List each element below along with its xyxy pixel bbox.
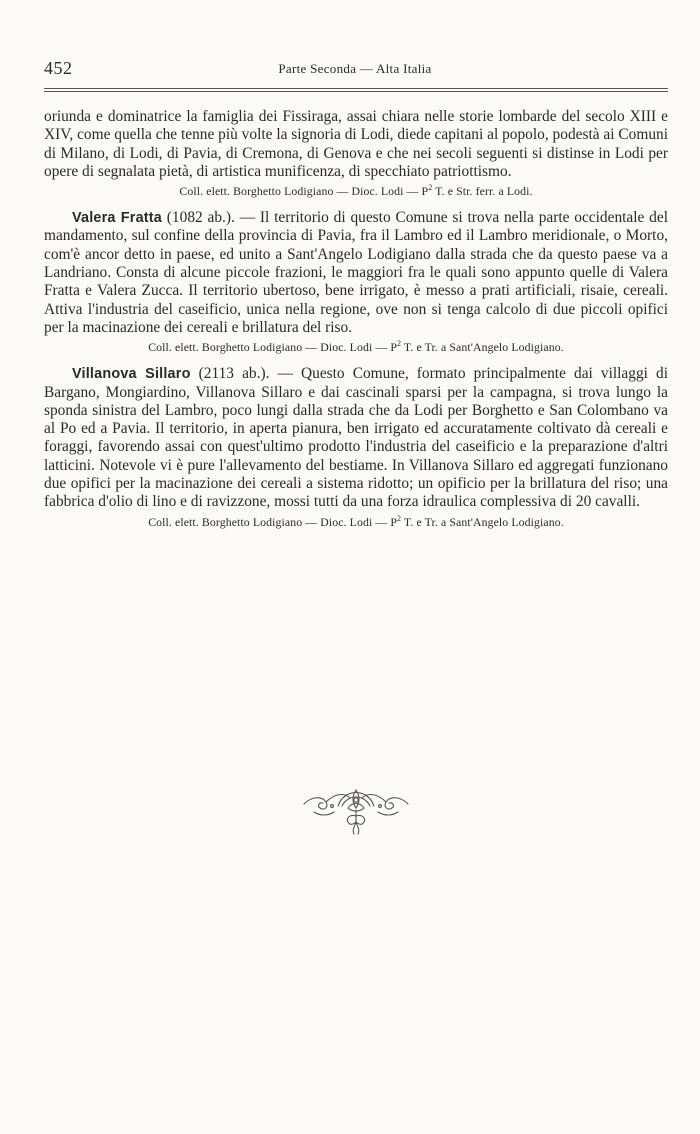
entry-population: (2113 ab.). [198,365,270,383]
entry-note-tail: T. e Tr. a Sant'Angelo Lodigiano. [401,340,564,355]
page-number: 452 [44,58,73,78]
entry-note-lead: Coll. elett. Borghetto Lodigiano — Dioc. Lodi — P [148,514,397,529]
entry-note-tail: T. e Tr. a Sant'Angelo Lodigiano. [401,514,564,529]
page-header [44,58,666,82]
entry-villanova-sillaro [44,365,668,511]
floral-tailpiece-icon [298,782,414,842]
intro-paragraph: oriunda e dominatrice la famiglia dei Fissiraga, assai chiara nelle storie lombarde del secolo XIII e XIV, come quella che tenne più volte la signoria di Lodi, diede capitani al popolo, podestà ai Comuni di Milano, di Lodi, di Pavia, di Cremona, di Genova e che nei secoli seguenti si distinse in Lodi per opere di segnalata pietà, di artistica munificenza, di specchiato patriottismo. [44,108,668,180]
intro-note-sup: 2 [428,183,433,193]
entry-text: — Il territorio di questo Comune si trova nella parte occidentale del mandamento, sul confine della provincia di Pavia, fra il Lambro ed il Lambro meridionale, o Morto, com'è ancor detto in paese, ed unito a Sant'Angelo Lodigiano dalla strada che da questo paese va a Landriano. Consta di alcune piccole frazioni, le maggiori fra le quali sono appunto quelle di Valera Fratta e Valera Zucca. Il territorio ubertoso, bene irrigato, è messo a prati artificiali, risaie, cereali. Attiva l'industria del caseificio, unica nella regione, ove non si tenga calcolo di due piccoli opifici per la macinazione dei cereali e brillatura del riso. [44,209,668,336]
entry-note [44,339,668,355]
entry-note-lead: Coll. elett. Borghetto Lodigiano — Dioc. Lodi — P [148,340,397,355]
body-text [44,108,668,540]
header-rule [44,88,668,92]
entry-population: (1082 ab.). [166,209,235,227]
intro-note [44,183,668,199]
entry-note-sup: 2 [396,513,402,523]
entry-text: — Questo Comune, formato principalmente dai villaggi di Bargano, Mongiardino, Villanova Sillaro e dai cascinali sparsi per la campagna, si trova lungo la sponda sinistra del Lambro, poco lungi dalla strada che da Lodi per Borghetto e San Colombano va al Po ed a Pavia. Il territorio, in aperta pianura, ben irrigato ed accuratamente coltivato dà cereali e foraggi, favorendo assai con quest'ultimo prodotto l'industria del caseificio e la preparazione d'altri latticini. Notevole vi è pure l'allevamento del bestiame. In Villanova Sillaro ed aggregati funzionano due opifici per la macinazione dei cereali a sistema ridotto; un opificio per la brillatura del riso; una fabbrica d'olio di lino e di ravizzone, mossi tutti da una forza idraulica complessiva di 20 cavalli. [44,365,668,511]
entry-valera-fratta [44,209,668,337]
running-head: Parte Seconda — Alta Italia [278,61,432,76]
entry-note [44,514,668,530]
entry-title: Villanova Sillaro [72,366,191,383]
entry-note-sup: 2 [396,339,402,349]
entry-title: Valera Fratta [72,210,162,227]
intro-note-lead: Coll. elett. Borghetto Lodigiano — Dioc. Lodi — P [179,184,429,199]
intro-note-tail: T. e Str. ferr. a Lodi. [432,184,533,199]
